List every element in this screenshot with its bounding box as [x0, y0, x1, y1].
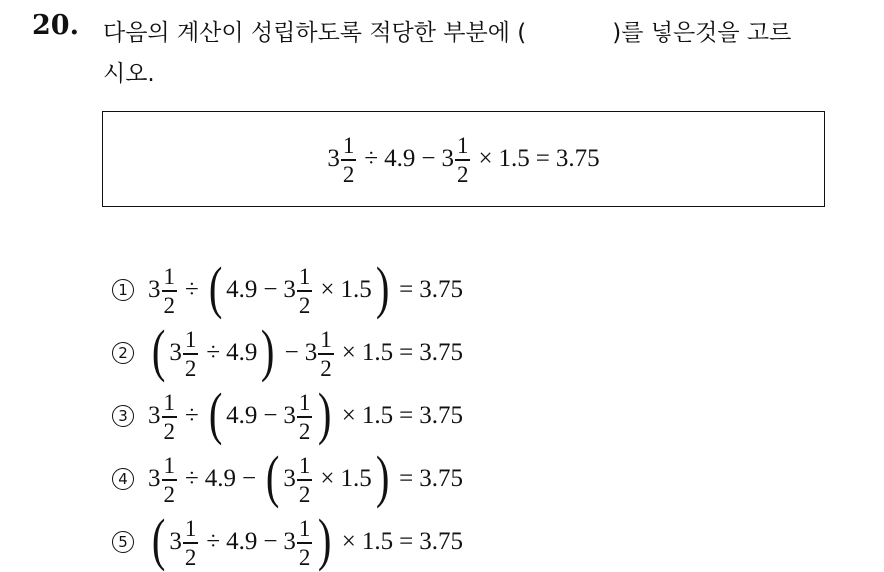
right-paren: ) — [318, 381, 332, 446]
equals-sign: = — [399, 402, 414, 429]
fraction — [162, 454, 178, 506]
denominator: 2 — [298, 544, 311, 570]
fraction-bar — [297, 290, 313, 292]
fraction-bar — [183, 542, 199, 544]
fraction — [318, 328, 334, 380]
option-equation — [148, 507, 463, 572]
left-paren: ( — [208, 255, 223, 320]
whole-number: 3 — [283, 276, 296, 303]
right-paren: ) — [318, 507, 332, 572]
result: 3.75 — [419, 465, 463, 492]
question-text-line2: 시오. — [103, 61, 155, 87]
fraction-bar — [162, 479, 178, 481]
option-1[interactable] — [112, 255, 463, 320]
fraction — [162, 391, 178, 443]
divide-sign: ÷ — [206, 528, 221, 555]
number-b: 1.5 — [340, 465, 372, 492]
numerator: 1 — [298, 390, 311, 416]
denominator: 2 — [184, 355, 197, 381]
fraction — [297, 391, 313, 443]
whole-number: 3 — [283, 528, 296, 555]
number-a: 4.9 — [226, 402, 258, 429]
equation — [327, 133, 599, 185]
denominator: 2 — [298, 418, 311, 444]
equals-sign: = — [399, 465, 414, 492]
result: 3.75 — [555, 145, 600, 172]
fraction-bar — [162, 416, 178, 418]
fraction-bar — [455, 159, 471, 161]
denominator: 2 — [163, 292, 175, 318]
minus-sign: − — [263, 402, 278, 429]
option-marker: 2 — [112, 342, 134, 364]
denominator: 2 — [298, 481, 311, 507]
whole-number: 3 — [169, 339, 182, 366]
divide-sign: ÷ — [185, 465, 199, 492]
fraction — [183, 328, 199, 380]
numerator: 1 — [342, 133, 355, 159]
fraction — [297, 454, 313, 506]
numerator: 1 — [456, 133, 469, 159]
times-sign: × — [341, 528, 356, 555]
numerator: 1 — [163, 390, 175, 416]
numerator: 1 — [298, 516, 311, 542]
option-marker: 1 — [112, 279, 134, 301]
whole-number: 3 — [304, 339, 318, 366]
times-sign: × — [478, 145, 493, 172]
option-equation — [148, 318, 463, 383]
fraction — [455, 134, 471, 186]
question-text-part1: 다음의 계산이 성립하도록 적당한 부분에 ( — [103, 20, 527, 46]
left-paren: ( — [151, 507, 166, 572]
option-3[interactable] — [112, 381, 463, 446]
fraction-bar — [341, 159, 357, 161]
result: 3.75 — [419, 276, 463, 303]
right-paren: ) — [261, 318, 275, 383]
equals-sign: = — [399, 276, 414, 303]
whole-number: 3 — [283, 465, 296, 492]
divide-sign: ÷ — [364, 145, 379, 172]
minus-sign: − — [241, 465, 257, 492]
times-sign: × — [320, 465, 335, 492]
minus-sign: − — [263, 276, 278, 303]
fraction — [297, 517, 313, 569]
whole-number: 3 — [148, 402, 161, 429]
numerator: 1 — [298, 264, 311, 290]
numerator: 1 — [163, 453, 175, 479]
fraction-bar — [297, 416, 313, 418]
times-sign: × — [341, 339, 356, 366]
number-a: 4.9 — [226, 276, 258, 303]
left-paren: ( — [208, 381, 223, 446]
whole-number: 3 — [148, 465, 161, 492]
equation-box — [102, 111, 825, 207]
numerator: 1 — [320, 327, 332, 353]
option-equation — [148, 381, 463, 446]
equals-sign: = — [399, 528, 414, 555]
number-b: 1.5 — [498, 145, 530, 172]
whole-number: 3 — [327, 145, 340, 172]
option-2[interactable] — [112, 318, 463, 383]
option-marker: 3 — [112, 405, 134, 427]
result: 3.75 — [419, 402, 463, 429]
number-a: 4.9 — [226, 528, 258, 555]
number-a: 4.9 — [384, 145, 416, 172]
whole-number: 3 — [283, 402, 296, 429]
question-number: 20. — [32, 10, 79, 41]
divide-sign: ÷ — [206, 339, 221, 366]
numerator: 1 — [184, 327, 197, 353]
denominator: 2 — [298, 292, 311, 318]
number-a: 4.9 — [226, 339, 258, 366]
fraction-bar — [162, 290, 178, 292]
option-marker: 4 — [112, 468, 134, 490]
fraction-bar — [297, 542, 313, 544]
left-paren: ( — [265, 444, 280, 509]
option-marker: 5 — [112, 531, 134, 553]
minus-sign: − — [284, 339, 299, 366]
denominator: 2 — [184, 544, 197, 570]
times-sign: × — [320, 276, 335, 303]
option-equation — [148, 444, 463, 509]
result: 3.75 — [419, 339, 463, 366]
option-5[interactable] — [112, 507, 463, 572]
number-b: 1.5 — [361, 402, 394, 429]
equals-sign: = — [535, 145, 550, 172]
times-sign: × — [341, 402, 356, 429]
question-text-part2: )를 넣은것을 고르 — [612, 20, 792, 46]
fraction — [297, 265, 313, 317]
fraction-bar — [318, 353, 334, 355]
option-4[interactable] — [112, 444, 463, 509]
minus-sign: − — [263, 528, 278, 555]
denominator: 2 — [320, 355, 332, 381]
numerator: 1 — [163, 264, 175, 290]
number-b: 1.5 — [361, 528, 394, 555]
result: 3.75 — [419, 528, 463, 555]
denominator: 2 — [163, 481, 175, 507]
denominator: 2 — [456, 161, 469, 187]
number-a: 4.9 — [204, 465, 236, 492]
divide-sign: ÷ — [185, 402, 199, 429]
fraction — [162, 265, 178, 317]
number-b: 1.5 — [340, 276, 372, 303]
fraction-bar — [297, 479, 313, 481]
right-paren: ) — [375, 255, 390, 320]
minus-sign: − — [421, 145, 436, 172]
whole-number: 3 — [148, 276, 161, 303]
option-equation — [148, 255, 463, 320]
number-b: 1.5 — [361, 339, 394, 366]
fraction-bar — [183, 353, 199, 355]
denominator: 2 — [163, 418, 175, 444]
whole-number: 3 — [441, 145, 454, 172]
numerator: 1 — [184, 516, 197, 542]
question-text-line1 — [103, 14, 791, 47]
equals-sign: = — [399, 339, 414, 366]
denominator: 2 — [342, 161, 355, 187]
fraction — [183, 517, 199, 569]
right-paren: ) — [375, 444, 390, 509]
left-paren: ( — [151, 318, 166, 383]
numerator: 1 — [298, 453, 311, 479]
divide-sign: ÷ — [185, 276, 199, 303]
fraction — [341, 134, 357, 186]
whole-number: 3 — [169, 528, 182, 555]
